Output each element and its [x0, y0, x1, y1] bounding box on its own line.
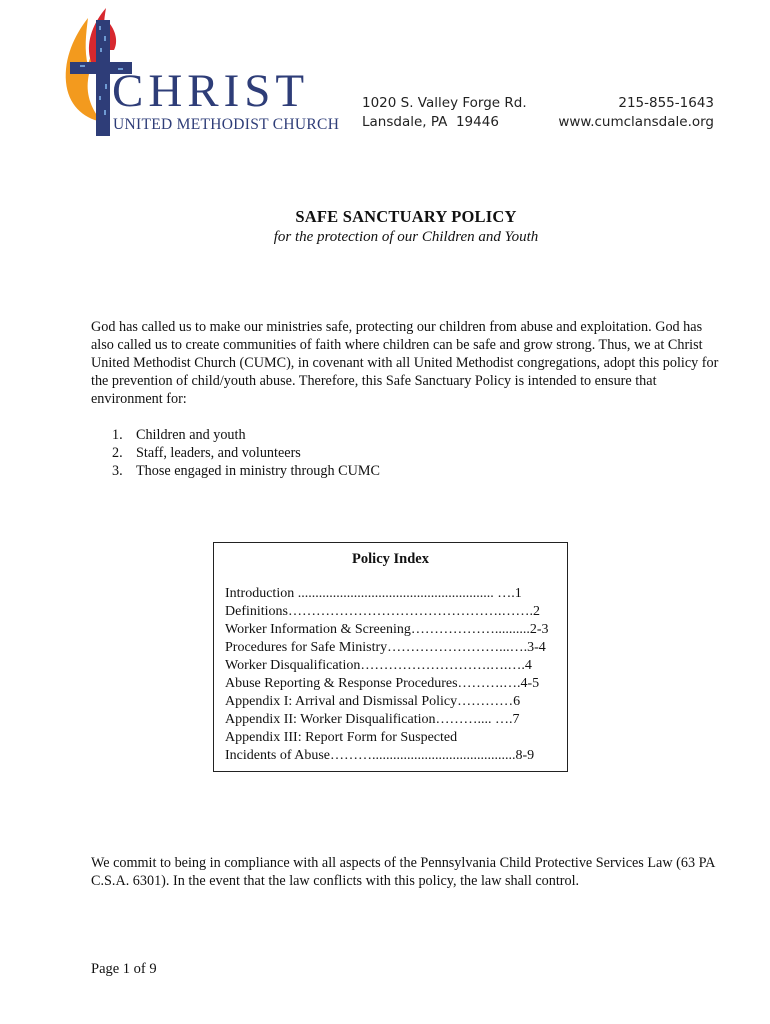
church-contact — [558, 94, 714, 132]
compliance-paragraph: We commit to being in compliance with all aspects of the Pennsylvania Child Protective Services Law (63 PA C.S.A. 6301). In the event that the law conflicts with this policy, the law shall control. — [91, 855, 715, 889]
index-entry: Abuse Reporting & Response Procedures……….….4-5 — [225, 676, 540, 691]
list-number: 1. — [112, 427, 123, 443]
list-text: Children and youth — [136, 427, 246, 443]
policy-index-box — [213, 542, 568, 772]
document-title: SAFE SANCTUARY POLICY — [295, 207, 517, 226]
list-number: 3. — [112, 463, 123, 479]
logo-wordmark: CHRIST — [112, 65, 310, 117]
page-number: Page 1 of 9 — [91, 961, 157, 977]
index-entry: Procedures for Safe Ministry……………………...….3-4 — [225, 640, 546, 655]
index-entry: Worker Disqualification……………………….….….4 — [225, 658, 532, 673]
document-subtitle: for the protection of our Children and Youth — [273, 229, 539, 245]
protected-groups-list — [112, 426, 380, 480]
index-entry: Appendix I: Arrival and Dismissal Policy…………6 — [225, 694, 521, 709]
logo-subtitle: UNITED METHODIST CHURCH — [113, 116, 340, 133]
index-entry: Incidents of Abuse……….........................................8-9 — [225, 748, 535, 763]
phone-number: 215-855-1643 — [618, 95, 714, 111]
policy-index-title: Policy Index — [352, 551, 429, 567]
website-link[interactable]: www.cumclansdale.org — [558, 114, 714, 130]
address-line-2: Lansdale, PA 19446 — [362, 114, 499, 130]
list-item — [112, 426, 380, 444]
index-entry: Appendix II: Worker Disqualification……….... ….7 — [225, 712, 520, 727]
index-entry: Definitions……………………………………….…….2 — [225, 604, 540, 619]
list-number: 2. — [112, 445, 123, 461]
list-text: Those engaged in ministry through CUMC — [136, 463, 380, 479]
list-text: Staff, leaders, and volunteers — [136, 445, 301, 461]
list-item — [112, 462, 380, 480]
intro-paragraph: God has called us to make our ministries safe, protecting our children from abuse and exploitation. God has also called us to create communities of faith where children can be safe and grow strong. Thus, we at Christ United Methodist Church (CUMC), in covenant with all United Methodist congregations, adopt this policy for the prevention of child/youth abuse. Therefore, this Safe Sanctuary Policy is intended to ensure that environment for: — [91, 319, 719, 407]
church-address — [362, 94, 527, 132]
policy-index-list — [225, 585, 549, 765]
address-line-1: 1020 S. Valley Forge Rd. — [362, 95, 527, 111]
index-entry: Introduction ........................................................ ….1 — [225, 586, 522, 601]
index-entry: Worker Information & Screening………………..........2-3 — [225, 622, 549, 637]
list-item — [112, 444, 380, 462]
index-entry: Appendix III: Report Form for Suspected — [225, 730, 458, 745]
